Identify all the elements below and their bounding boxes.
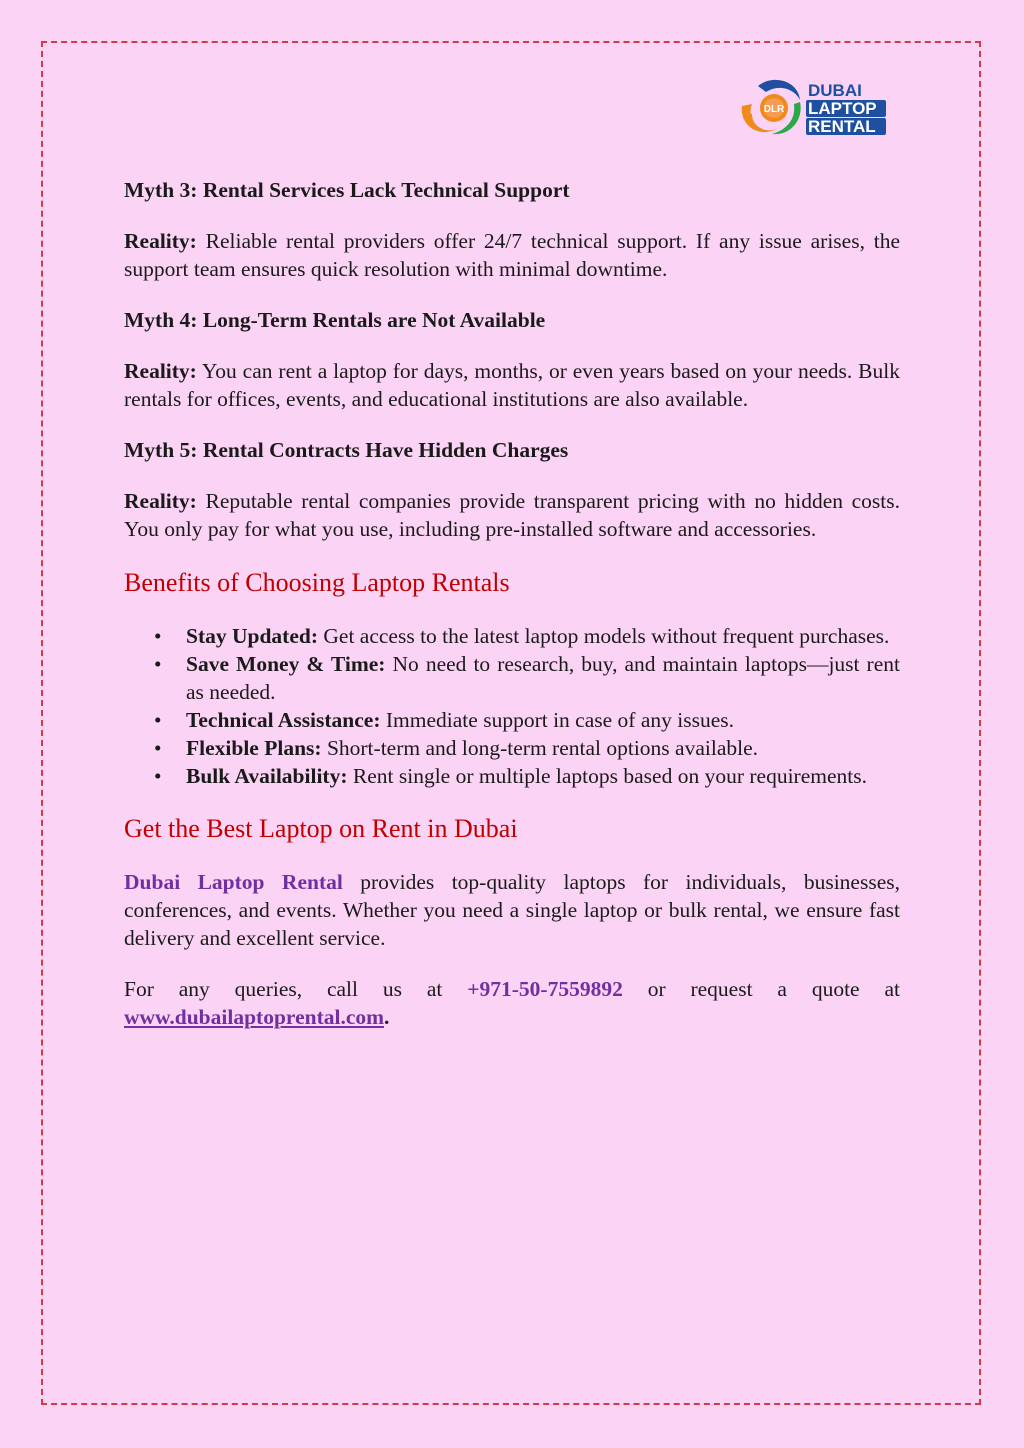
benefit-item: [186, 622, 900, 650]
best-laptop-paragraph: [124, 868, 900, 952]
myth-3-reality-text: Reliable rental providers offer 24/7 technical support. If any issue arises, the support team ensures quick resolution with minimal downtime.: [124, 229, 900, 281]
benefit-text: Short-term and long-term rental options available.: [321, 736, 759, 760]
benefit-label: Bulk Availability:: [186, 764, 348, 788]
benefit-text: No need to research, buy, and maintain laptops—just rent as needed.: [186, 652, 900, 704]
benefit-item: [186, 650, 900, 706]
contact-prefix: For any queries, call us at: [124, 977, 468, 1001]
benefits-list: [124, 622, 900, 790]
benefit-text: Rent single or multiple laptops based on your requirements.: [347, 764, 867, 788]
logo-line-2: LAPTOP: [808, 99, 877, 118]
myth-4-reality-label: Reality:: [124, 359, 197, 383]
best-laptop-heading: Get the Best Laptop on Rent in Dubai: [124, 814, 518, 843]
myth-4-reality-text: You can rent a laptop for days, months, or even years based on your needs. Bulk rentals for offices, events, and educational institutions are also available.: [124, 359, 900, 411]
phone-link[interactable]: +971-50-7559892: [467, 977, 623, 1001]
benefit-label: Flexible Plans:: [186, 736, 322, 760]
benefits-heading: Benefits of Choosing Laptop Rentals: [124, 568, 510, 597]
benefit-label: Technical Assistance:: [186, 708, 381, 732]
myth-5-reality-text: Reputable rental companies provide transparent pricing with no hidden costs. You only pay for what you use, including pre-installed software and accessories.: [124, 489, 900, 541]
contact-period: .: [384, 1005, 390, 1029]
logo-line-1: DUBAI: [808, 81, 862, 100]
brand-name: Dubai Laptop Rental: [124, 870, 343, 894]
benefit-text: Immediate support in case of any issues.: [380, 708, 734, 732]
logo-line-3: RENTAL: [808, 117, 876, 136]
contact-line: [124, 975, 900, 1003]
best-laptop-text: provides top-quality laptops for individuals, businesses, conferences, and events. Whether you need a single laptop or bulk rental, we ensure fast delivery and excellent service.: [124, 870, 900, 950]
benefit-item: [186, 734, 900, 762]
document-body: [124, 176, 900, 1054]
benefit-label: Save Money & Time:: [186, 652, 386, 676]
benefit-item: [186, 706, 900, 734]
myth-5-title: Myth 5: Rental Contracts Have Hidden Charges: [124, 438, 569, 462]
contact-mid: or request a quote at: [622, 977, 900, 1001]
contact-paragraph: [124, 975, 900, 1031]
benefit-item: [186, 762, 900, 790]
myth-4-reality: [124, 357, 900, 413]
myth-3-reality-label: Reality:: [124, 229, 197, 253]
logo-badge: DLR: [763, 104, 785, 115]
myth-5-reality: [124, 487, 900, 543]
myth-3-title: Myth 3: Rental Services Lack Technical Support: [124, 178, 570, 202]
myth-3-reality: [124, 227, 900, 283]
website-link[interactable]: www.dubailaptoprental.com: [124, 1005, 385, 1029]
myth-4-title: Myth 4: Long-Term Rentals are Not Available: [124, 308, 546, 332]
company-logo: [738, 76, 888, 138]
benefit-text: Get access to the latest laptop models without frequent purchases.: [318, 624, 890, 648]
benefit-label: Stay Updated:: [186, 624, 319, 648]
myth-5-reality-label: Reality:: [124, 489, 197, 513]
